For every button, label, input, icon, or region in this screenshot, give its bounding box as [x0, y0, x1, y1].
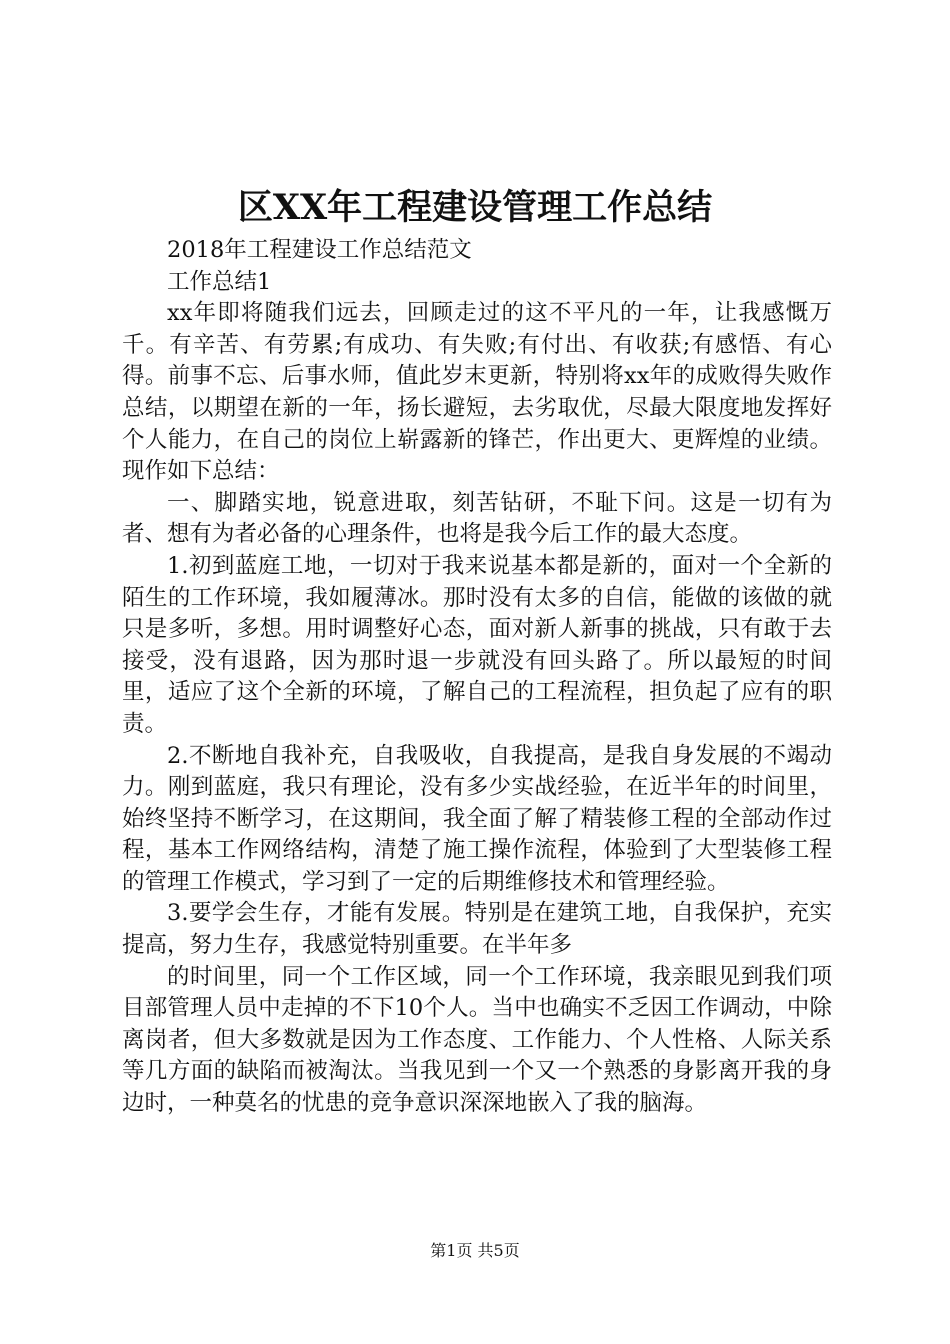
document-title: 区XX年工程建设管理工作总结 [237, 187, 713, 228]
paragraph-intro: xx年即将随我们远去，回顾走过的这不平凡的一年，让我感慨万千。有辛苦、有劳累;有成功、有失败;有付出、有收获;有感悟、有心得。前事不忘、后事水师，值此岁末更新，特别将xx年的成败得失败作总结，以期望在新的一年，扬长避短，去劣取优，尽最大限度地发挥好个人能力，在自己的岗位上崭露新的锋芒，作出更大、更辉煌的业绩。现作如下总结： [122, 300, 832, 485]
page-footer: 第1页 共5页 [430, 1241, 520, 1260]
paragraph-item-3-continued: 的时间里，同一个工作区域，同一个工作环境，我亲眼见到我们项目部管理人员中走掉的不下10个人。当中也确实不乏因工作调动，中除离岗者，但大多数就是因为工作态度、工作能力、个人性格、人际关系等几方面的缺陷而被淘汰。当我见到一个又一个熟悉的身影离开我的身边时，一种莫名的忧患的竞争意识深深地嵌入了我的脑海。 [122, 963, 832, 1117]
paragraph-item-3: 3.要学会生存，才能有发展。特别是在建筑工地，自我保护，充实提高，努力生存，我感觉特别重要。在半年多 [122, 900, 832, 959]
section-label: 工作总结1 [167, 268, 272, 295]
paragraph-item-1: 1.初到蓝庭工地，一切对于我来说基本都是新的，面对一个全新的陌生的工作环境，我如履薄冰。那时没有太多的自信，能做的该做的就只是多听，多想。用时调整好心态，面对新人新事的挑战，只有敢于去接受，没有退路，因为那时退一步就没有回头路了。所以最短的时间里，适应了这个全新的环境，了解自己的工程流程，担负起了应有的职责。 [122, 552, 832, 737]
document-body [122, 235, 832, 1120]
document-subtitle: 2018年工程建设工作总结范文 [167, 237, 472, 263]
paragraph-point-one: 一、脚踏实地，锐意进取，刻苦钻研，不耻下问。这是一切有为者、想有为者必备的心理条件，也将是我今后工作的最大态度。 [122, 489, 832, 548]
paragraph-item-2: 2.不断地自我补充，自我吸收，自我提高，是我自身发展的不竭动力。刚到蓝庭，我只有理论，没有多少实战经验，在近半年的时间里，始终坚持不断学习，在这期间，我全面了解了精装修工程的全部动作过程，基本工作网络结构，清楚了施工操作流程，体验到了大型装修工程的管理工作模式，学习到了一定的后期维修技术和管理经验。 [122, 742, 832, 895]
